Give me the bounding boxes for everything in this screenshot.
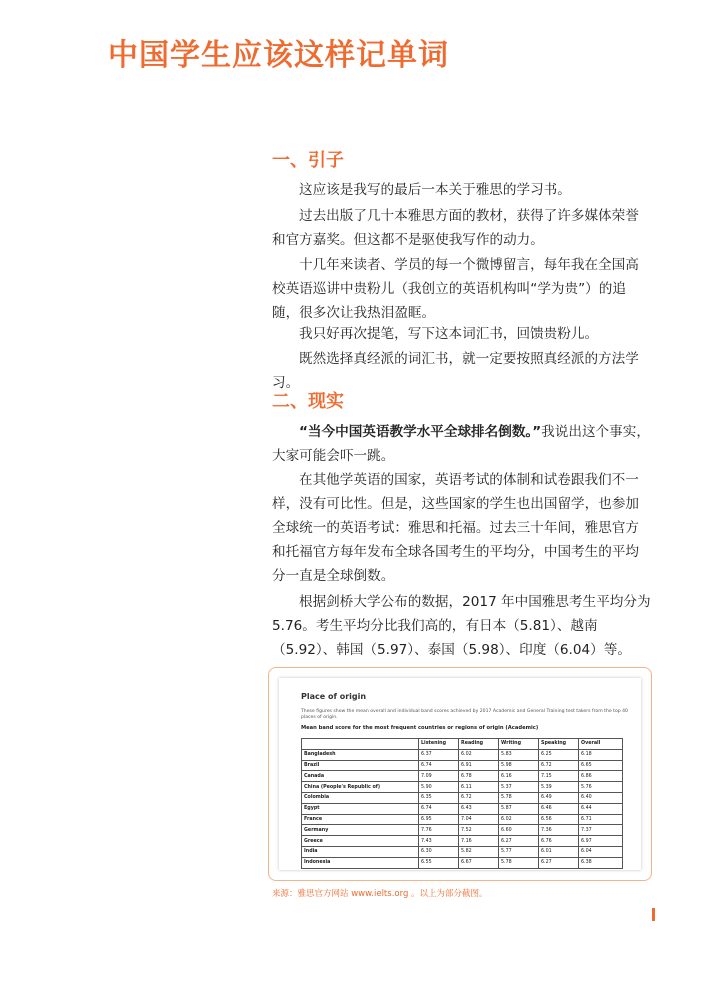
country-cell: Canada [302, 771, 419, 782]
score-cell: 7.09 [419, 771, 459, 782]
section-heading-reality: 二、现实 [272, 391, 344, 412]
table-row [302, 760, 623, 771]
score-cell: 6.04 [579, 846, 623, 857]
score-cell: 6.67 [459, 857, 499, 868]
table-row [302, 814, 623, 825]
table-row [302, 803, 623, 814]
table-header-cell: Writing [499, 739, 539, 750]
band-score-table [301, 738, 623, 869]
score-cell: 6.91 [459, 760, 499, 771]
score-cell: 6.95 [419, 814, 459, 825]
score-cell: 6.49 [539, 792, 579, 803]
score-cell: 7.52 [459, 825, 499, 836]
score-cell: 6.46 [539, 803, 579, 814]
table-row [302, 749, 623, 760]
figure-subtitle: Mean band score for the most frequent countries or regions of origin (Academic) [301, 725, 539, 731]
score-cell: 7.43 [419, 836, 459, 847]
score-cell: 7.16 [459, 836, 499, 847]
table-row [302, 771, 623, 782]
reality-paragraph-2: 在其他学英语的国家，英语考试的体制和试卷跟我们不一样，没有可比性。但是，这些国家的学生也出国留学，也参加全球统一的英语考试：雅思和托福。过去三十年间，雅思官方和托福官方每年发布全球各国考生的平均分，中国考生的平均分一直是全球倒数。 [272, 472, 640, 584]
table-row [302, 792, 623, 803]
source-caption: 来源：雅思官方网站 www.ielts.org 。以上为部分截图。 [272, 889, 488, 899]
score-cell: 6.74 [419, 803, 459, 814]
score-cell: 7.36 [539, 825, 579, 836]
score-cell: 5.83 [499, 749, 539, 760]
score-cell: 5.77 [499, 846, 539, 857]
score-cell: 6.86 [579, 771, 623, 782]
country-cell: Indonesia [302, 857, 419, 868]
score-cell: 6.71 [579, 814, 623, 825]
score-cell: 5.78 [499, 857, 539, 868]
score-cell: 6.27 [499, 836, 539, 847]
score-cell: 6.38 [579, 857, 623, 868]
intro-paragraph-1: 这应该是我写的最后一本关于雅思的学习书。 [299, 182, 571, 198]
intro-paragraph-2: 过去出版了几十本雅思方面的教材，获得了许多媒体荣誉和官方嘉奖。但这都不是驱使我写作的动力。 [272, 208, 639, 248]
score-cell: 7.76 [419, 825, 459, 836]
table-header-cell: Reading [459, 739, 499, 750]
score-cell: 6.56 [539, 814, 579, 825]
intro-paragraph-5: 既然选择真经派的词汇书，就一定要按照真经派的方法学习。 [272, 351, 639, 391]
country-cell: Germany [302, 825, 419, 836]
score-cell: 6.16 [499, 771, 539, 782]
score-cell: 6.35 [419, 792, 459, 803]
score-cell: 6.72 [539, 760, 579, 771]
country-cell: India [302, 846, 419, 857]
score-cell: 6.40 [579, 792, 623, 803]
table-row [302, 825, 623, 836]
score-cell: 6.18 [579, 749, 623, 760]
table-header-cell: Overall [579, 739, 623, 750]
score-cell: 6.55 [419, 857, 459, 868]
table-header-row [302, 739, 623, 750]
score-cell: 6.30 [419, 846, 459, 857]
table-header-cell: Listening [419, 739, 459, 750]
reality-paragraph-3: 根据剑桥大学公布的数据，2017 年中国雅思考生平均分为 5.76。考生平均分比我们高的，有日本（5.81）、越南（5.92）、韩国（5.97）、泰国（5.98）、印度（6.04）等。 [272, 594, 651, 658]
score-cell: 6.37 [419, 749, 459, 760]
score-cell: 6.01 [539, 846, 579, 857]
country-cell: Bangladesh [302, 749, 419, 760]
score-cell: 6.74 [419, 760, 459, 771]
score-cell: 6.02 [459, 749, 499, 760]
score-cell: 6.11 [459, 782, 499, 793]
table-header-cell [302, 739, 419, 750]
score-cell: 5.39 [539, 782, 579, 793]
figure-description: These figures show the mean overall and individual band scores achieved by 2017 Academic and General Training test takers from the top 40 places of origin. [301, 709, 628, 720]
table-row [302, 782, 623, 793]
score-cell: 6.65 [579, 760, 623, 771]
table-header-cell: Speaking [539, 739, 579, 750]
reality-paragraph-1-rest: 我说出这个事实，大家可能会吓一跳。 [272, 424, 650, 464]
page-marker [652, 908, 655, 921]
score-cell: 5.76 [579, 782, 623, 793]
score-cell: 6.25 [539, 749, 579, 760]
section-heading-intro: 一、引子 [272, 150, 344, 171]
score-cell: 5.98 [499, 760, 539, 771]
score-cell: 6.97 [579, 836, 623, 847]
table-row [302, 846, 623, 857]
score-cell: 7.15 [539, 771, 579, 782]
intro-paragraph-3: 十几年来读者、学员的每一个微博留言，每年我在全国高校英语巡讲中贵粉儿（我创立的英语机构叫“学为贵”）的追随，很多次让我热泪盈眶。 [272, 257, 639, 321]
score-cell: 6.60 [499, 825, 539, 836]
ielts-screenshot [279, 678, 641, 870]
country-cell: Brazil [302, 760, 419, 771]
score-cell: 6.27 [539, 857, 579, 868]
country-cell: France [302, 814, 419, 825]
page-title: 中国学生应该这样记单词 [108, 38, 449, 73]
score-cell: 5.37 [499, 782, 539, 793]
score-cell: 5.78 [499, 792, 539, 803]
score-cell: 6.78 [459, 771, 499, 782]
score-cell: 6.43 [459, 803, 499, 814]
score-cell: 6.76 [539, 836, 579, 847]
score-cell: 6.72 [459, 792, 499, 803]
reality-paragraph-1 [272, 420, 652, 468]
country-cell: Colombia [302, 792, 419, 803]
country-cell: China (People's Republic of) [302, 782, 419, 793]
country-cell: Egypt [302, 803, 419, 814]
country-cell: Greece [302, 836, 419, 847]
figure-title: Place of origin [301, 692, 367, 701]
ielts-figure-frame [268, 667, 652, 881]
score-cell: 6.02 [499, 814, 539, 825]
table-row [302, 857, 623, 868]
score-cell: 6.44 [579, 803, 623, 814]
score-cell: 5.87 [499, 803, 539, 814]
intro-paragraph-4: 我只好再次提笔，写下这本词汇书，回馈贵粉儿。 [299, 326, 599, 342]
score-cell: 5.82 [459, 846, 499, 857]
score-cell: 7.37 [579, 825, 623, 836]
table-row [302, 836, 623, 847]
score-cell: 7.04 [459, 814, 499, 825]
score-cell: 5.90 [419, 782, 459, 793]
highlight-quote: “当今中国英语教学水平全球排名倒数。” [299, 424, 542, 440]
